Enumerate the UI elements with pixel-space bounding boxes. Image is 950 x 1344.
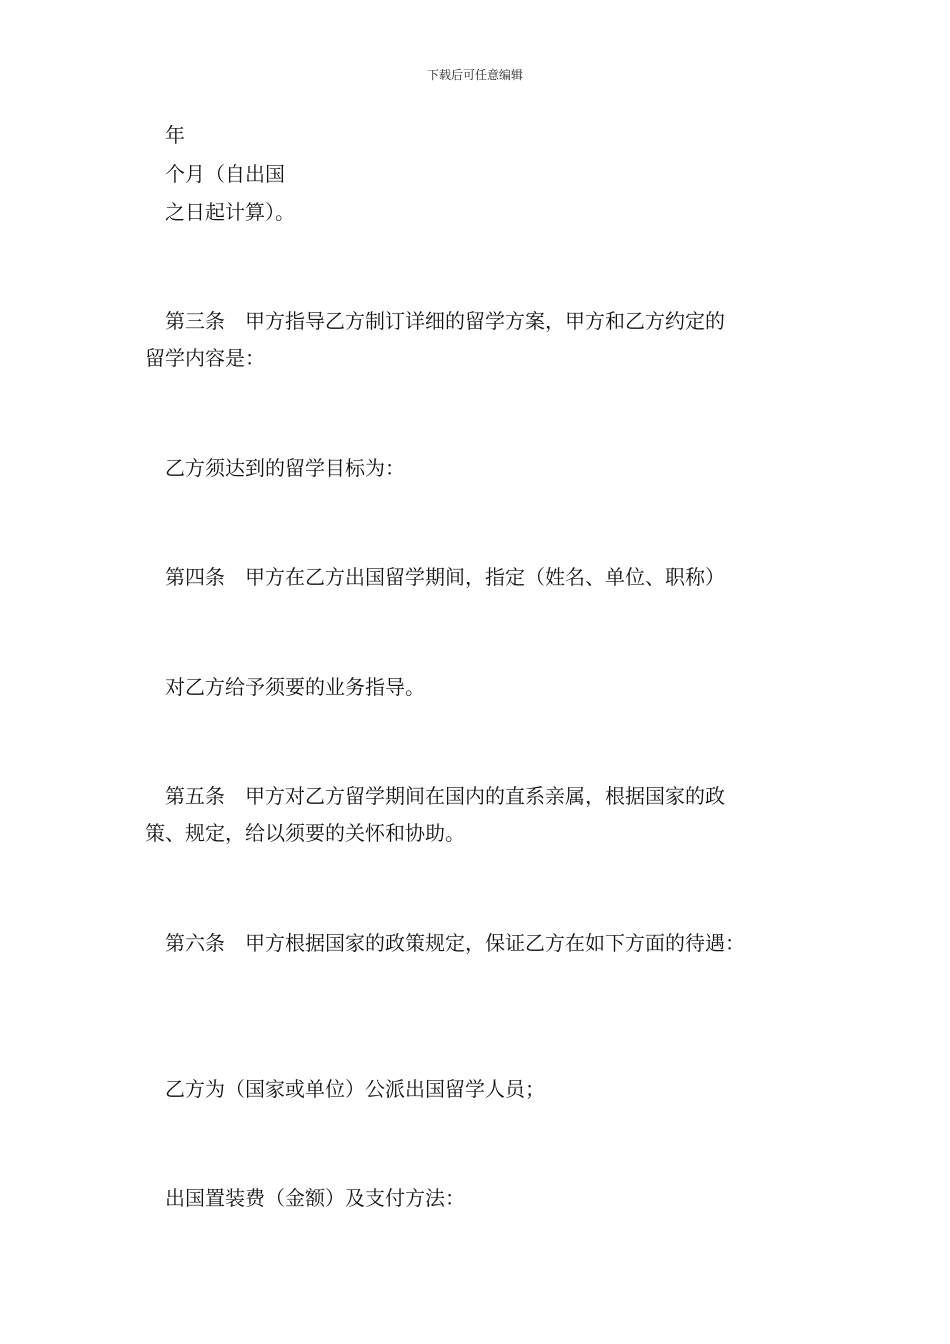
article-5-line-1: 第五条 甲方对乙方留学期间在国内的直系亲属，根据国家的政 [165,784,725,808]
article-3-line-2: 留学内容是： [145,346,265,370]
article-6-line: 第六条 甲方根据国家的政策规定，保证乙方在如下方面的待遇： [165,931,745,955]
page-header: 下载后可任意编辑 [426,68,523,82]
article-5-line-2: 策、规定，给以须要的关怀和协助。 [145,821,465,845]
article-3-line-1: 第三条 甲方指导乙方制订详细的留学方案，甲方和乙方约定的 [165,309,725,333]
allowance-line: 出国置装费（金额）及支付方法： [165,1186,465,1210]
article-4-line: 第四条 甲方在乙方出国留学期间，指定（姓名、单位、职称） [165,565,725,589]
text-line-months: 个月（自出国 [165,162,285,186]
text-line-year: 年 [165,123,185,147]
guidance-line: 对乙方给予须要的业务指导。 [165,675,425,699]
study-goal-line: 乙方须达到的留学目标为： [165,456,405,480]
text-line-from-departure: 之日起计算）。 [165,200,295,224]
dispatch-status-line: 乙方为（国家或单位）公派出国留学人员； [165,1077,545,1101]
